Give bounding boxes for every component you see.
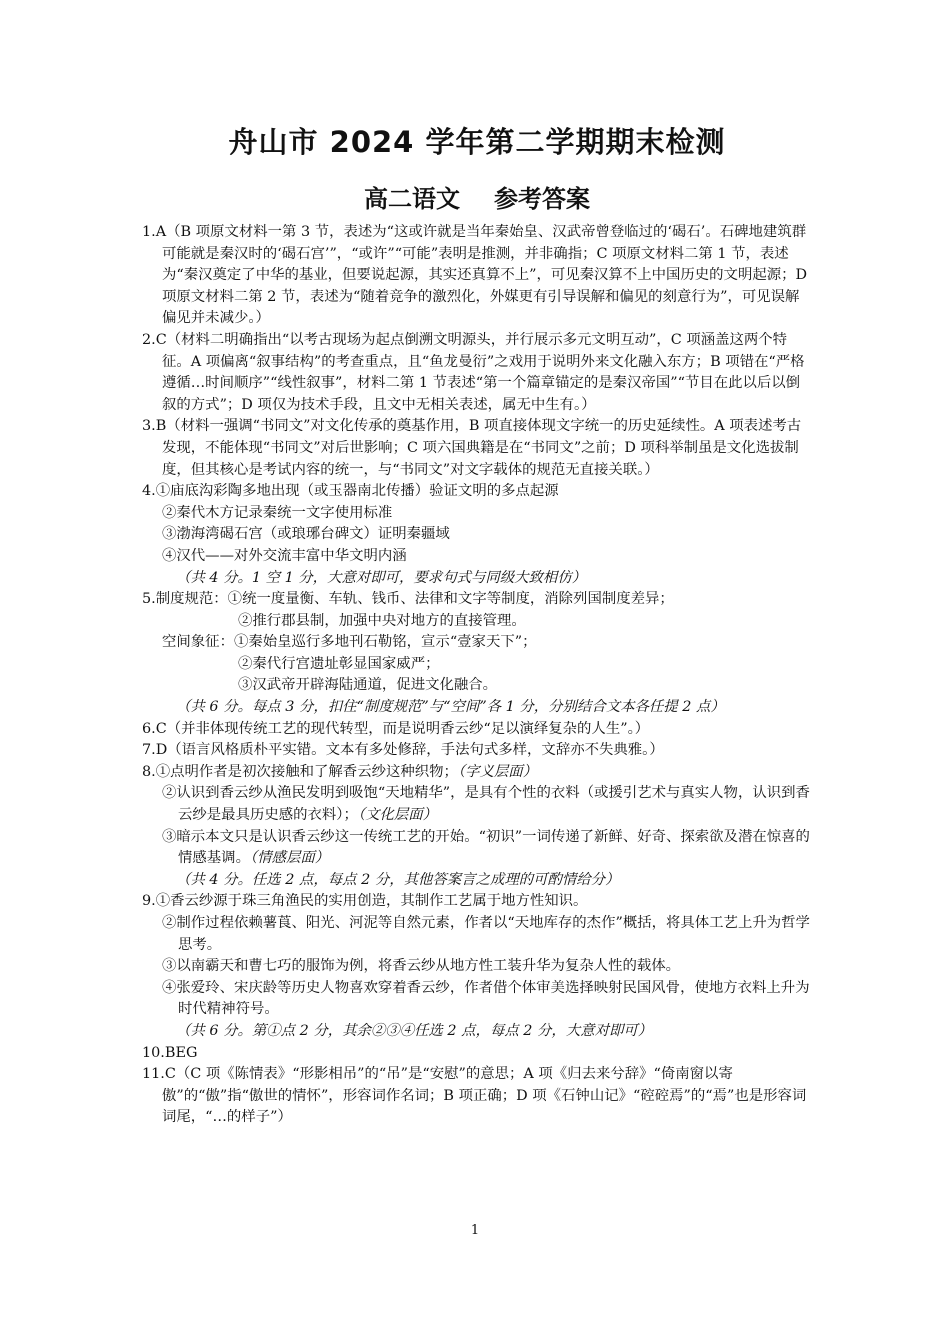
answer-11: 11.C（C 项《陈情表》“形影相吊”的“吊”是“安慰”的意思；A 项《归去来兮辞》“倚南窗以寄傲”的“傲”指“傲世的情怀”，形容词作名词；B 项正确；D 项《石钟山记》“硿硿焉”的“焉”也是形容词词尾，“…的样子”） [142,1066,807,1126]
answer-8 [142,762,812,892]
answer-5-line-3: 空间象征：①秦始皇巡行多地刊石勒铭，宣示“壹家天下”； [162,634,537,651]
answer-8-point-3 [142,827,812,870]
answer-5-scoring-note: （共 6 分。每点 3 分，扣住“制度规范”与“空间”各 1 分，分别结合文本各任提 2 点） [176,699,725,716]
answer-8-point-1-text: 8.①点明作者是初次接触和了解香云纱这种织物； [142,763,458,780]
answer-4 [142,481,812,589]
answer-6: 6.C（并非体现传统工艺的现代转型，而是说明香云纱“足以演绎复杂的人生”。） [142,720,650,737]
answer-4-scoring-note: （共 4 分。1 空 1 分，大意对即可，要求句式与同级大致相仿） [176,569,587,586]
answer-8-point-1-tag: （字义层面） [457,763,538,780]
answer-8-point-2-tag: （文化层面） [357,807,438,824]
answer-9-point-4: ④张爱玲、宋庆龄等历史人物喜欢穿着香云纱，作者借个体审美选择映射民国风骨，使地方衣料上升为时代精神符号。 [162,979,810,1018]
answer-list [142,222,812,1129]
answer-5-line-4: ②秦代行宫遗址彰显国家威严； [238,655,440,672]
answer-9 [142,891,812,1042]
answer-8-point-1 [142,762,812,784]
document-title: 舟山市 2024 学年第二学期期末检测 [228,125,726,159]
answer-5-line-1: 5.制度规范：①统一度量衡、车轨、钱币、法律和文字等制度，消除列国制度差异； [142,591,674,608]
answer-9-point-2: ②制作过程依赖薯莨、阳光、河泥等自然元素，作者以“天地库存的杰作”概括，将具体工艺上升为哲学思考。 [162,915,810,953]
answer-9-point-3: ③以南霸天和曹七巧的服饰为例，将香云纱从地方性工装升华为复杂人性的载体。 [162,958,681,975]
answer-3: 3.B（材料一强调“书同文”对文化传承的奠基作用，B 项直接体现文字统一的历史延续性。A 项表述考古发现，不能体现“书同文”对后世影响；C 项六国典籍是在“书同文”之前；D 项科举制虽是文化选拔制度，但其核心是考试内容的统一，与“书同文”对文字载体的规范无直接关联。） [142,418,802,478]
answer-9-point-1: 9.①香云纱源于珠三角渔民的实用创造，其制作工艺属于地方性知识。 [142,893,588,910]
answer-key-label: 参考答案 [494,185,590,213]
answer-1: 1.A（B 项原文材料一第 3 节，表述为“这或许就是当年秦始皇、汉武帝曾登临过的‘碣石’。石碑地建筑群可能就是秦汉时的‘碣石宫’”，“或许”“可能”表明是推测，并非确指；C 项原文材料二第 1 节，表述为“秦汉奠定了中华的基业，但要说起源，其实还真算不上”，可见秦汉算不上中国历史的文明起源；D 项原文材料二第 2 节，表述为“随着竞争的激烈化，外媒更有引导误解和偏见的刻意行为”，可见误解偏见并未减少。） [142,224,808,327]
answer-5 [142,589,812,719]
answer-5-line-2: ②推行郡县制，加强中央对地方的直接管理。 [238,612,526,629]
answer-8-point-2-text: ②认识到香云纱从渔民发明到吸饱“天地精华”，是具有个性的衣料（或援引艺术与真实人物，认识到香云纱是最具历史感的衣料）； [162,785,810,824]
answer-4-line-2: ②秦代木方记录秦统一文字使用标准 [162,504,393,521]
answer-4-line-3: ③渤海湾碣石宫（或琅琊台碑文）证明秦疆域 [162,526,450,543]
page-number: 1 [470,1223,480,1238]
answer-8-scoring-note: （共 4 分。任选 2 点，每点 2 分，其他答案言之成理的可酌情给分） [176,871,620,888]
answer-9-scoring-note: （共 6 分。第①点 2 分，其余②③④任选 2 点，每点 2 分，大意对即可） [176,1022,653,1039]
subject-label: 高二语文 [364,185,460,213]
answer-5-line-5: ③汉武帝开辟海陆通道，促进文化融合。 [238,677,498,694]
answer-4-line-1: 4.①庙底沟彩陶多地出现（或玉器南北传播）验证文明的多点起源 [142,483,559,500]
document-subtitle [142,179,812,214]
answer-8-point-3-tag: （情感层面） [249,850,330,867]
answer-2: 2.C（材料二明确指出“以考古现场为起点倒溯文明源头，并行展示多元文明互动”，C 项涵盖这两个特征。A 项偏离“叙事结构”的考查重点，且“鱼龙曼衍”之戏用于说明外来文化融入东方；B 项错在“严格遵循…时间顺序”“线性叙事”，材料二第 1 节表述“第一个篇章锚定的是秦汉帝国”“节目在此以后以倒叙的方式”；D 项仅为技术手段，且文中无相关表述，属无中生有。） [142,331,805,413]
answer-8-point-3-text: ③暗示本文只是认识香云纱这一传统工艺的开始。“初识”一词传递了新鲜、好奇、探索欲及潜在惊喜的情感基调。 [162,828,810,867]
answer-10: 10.BEG [142,1044,198,1061]
answer-7: 7.D（语言风格质朴平实错。文本有多处修辞，手法句式多样，文辞亦不失典雅。） [142,742,664,759]
answer-4-line-4: ④汉代——对外交流丰富中华文明内涵 [162,547,407,564]
answer-8-point-2 [142,783,812,826]
